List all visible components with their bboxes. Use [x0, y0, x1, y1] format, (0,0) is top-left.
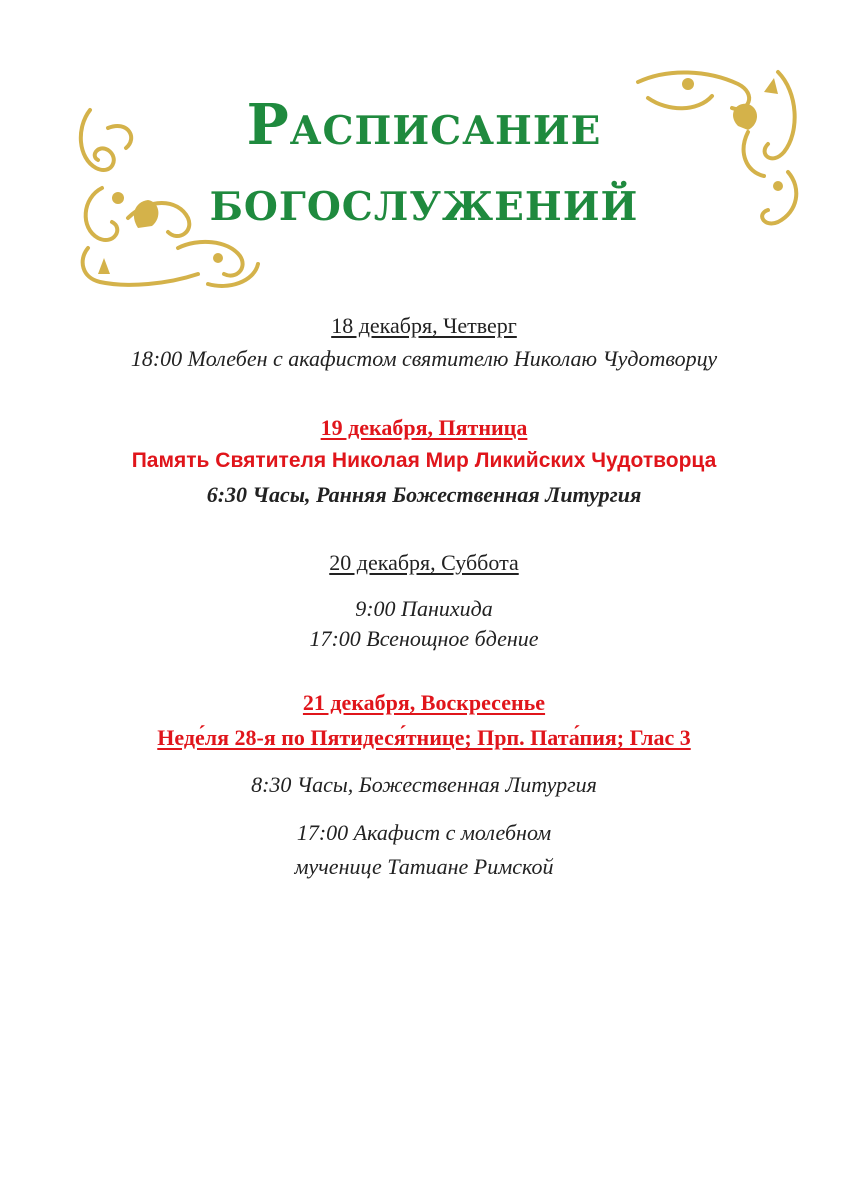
service-line: 6:30 Часы, Ранняя Божественная Литургия: [206, 482, 642, 507]
day-date: 18 декабря, Четверг: [331, 313, 517, 338]
service-line: 18:00 Молебен с акафистом святителю Николаю Чудотворцу: [130, 346, 718, 371]
page-title-line-1: Расписание: [246, 92, 602, 158]
service-line: 8:30 Часы, Божественная Литургия: [251, 772, 597, 797]
service-line: 9:00 Панихида: [355, 596, 493, 621]
page-title-line-2: богослужений: [209, 168, 639, 234]
service-line: 17:00 Всенощное бдение: [309, 626, 539, 651]
service-line: 17:00 Акафист с молебном: [296, 820, 552, 845]
day-date: 19 декабря, Пятница: [320, 415, 528, 440]
service-line: мученице Татиане Римской: [294, 854, 554, 879]
feast-title: Неде́ля 28-я по Пятидеся́тнице; Прп. Пата́пия; Глас 3: [157, 725, 691, 750]
day-date: 21 декабря, Воскресенье: [302, 690, 546, 715]
day-date: 20 декабря, Суббота: [329, 550, 519, 575]
feast-title: Память Святителя Николая Мир Ликийских Чудотворца: [131, 449, 717, 472]
